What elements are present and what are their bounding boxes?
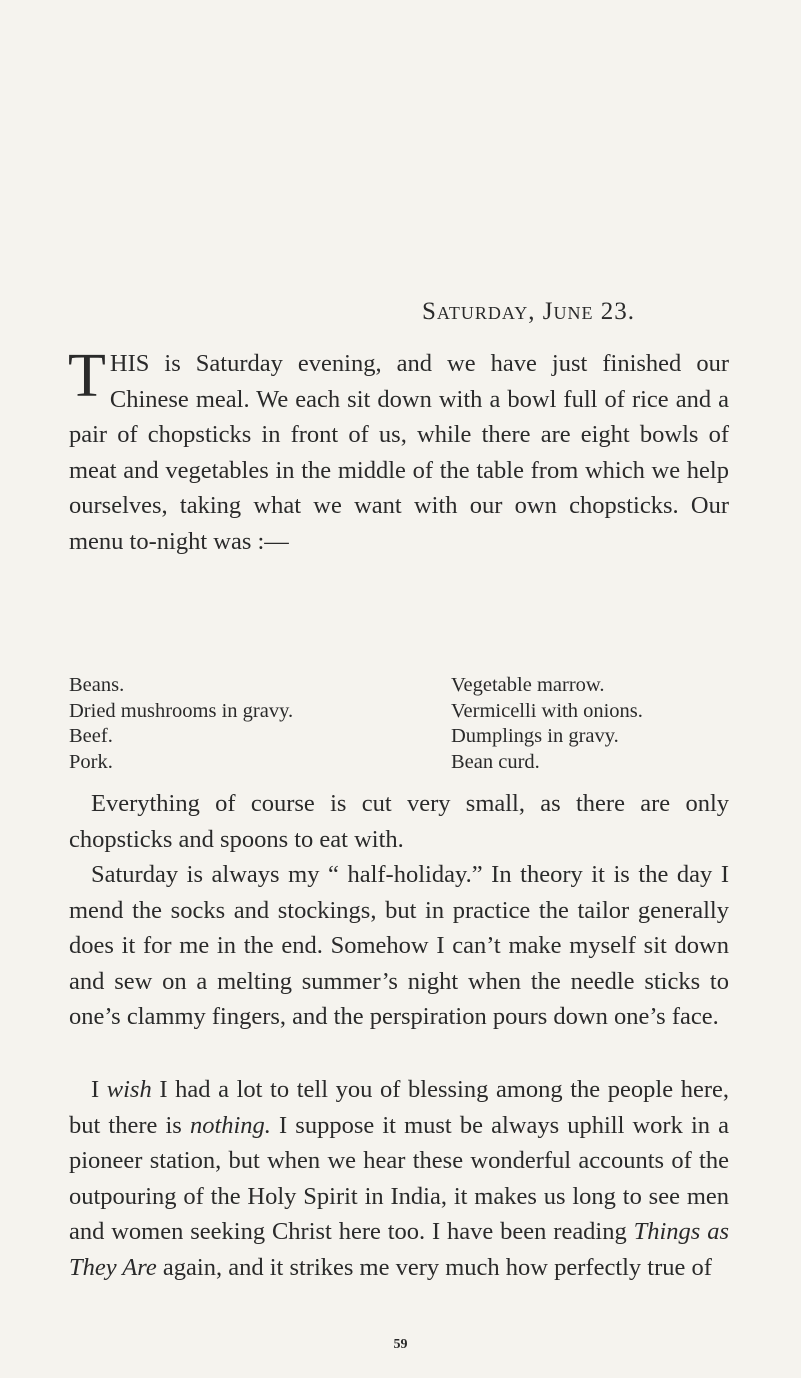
paragraph-opening-text: HIS is Saturday evening, and we have just finished our Chinese meal. We each sit down with a bowl full of rice and a pair of chopsticks in front of us, while there are eight bowls of meat and vegetables in the middle of the table from which we help ourselves, taking what we want with our own chopsticks. Our menu to-night was :— — [69, 350, 729, 555]
menu-item: Pork. — [69, 750, 113, 773]
menu-item: Beef. — [69, 725, 113, 747]
paragraph-blessing-text-1: I — [91, 1076, 107, 1103]
paragraph-everything — [69, 786, 729, 857]
paragraph-blessing-text-3: I suppose it must be always uphill work in a pioneer station, but when we hear these wonderful accounts of the outpouring of the Holy Spirit in India, it makes us long to see men and women seeking Christ here too. I have been reading — [69, 1111, 729, 1246]
heading-day: Saturday, — [422, 298, 543, 325]
paragraph-saturday — [69, 857, 729, 1035]
emphasis-wish: wish — [106, 1076, 152, 1103]
paragraph-opening — [68, 342, 729, 560]
menu-column-right — [451, 673, 643, 775]
menu-item: Vermicelli with onions. — [451, 699, 643, 722]
menu-item: Vegetable marrow. — [451, 674, 605, 696]
paragraph-blessing — [69, 1072, 729, 1286]
paragraph-blessing-text-2: I had a lot to tell you of blessing among the people here, but there is — [69, 1076, 729, 1139]
menu-item: Dumplings in gravy. — [451, 725, 619, 747]
book-title-emphasis: Things as They Are — [69, 1218, 729, 1281]
paragraph-saturday-text: Saturday is always my “ half-holiday.” In theory it is the day I mend the socks and stockings, but in practice the tailor generally does it for me in the end. Somehow I can’t make myself sit down and sew on a melting summer’s night when the needle sticks to one’s clammy fingers, and the perspiration pours down one’s face. — [69, 861, 729, 1031]
paragraph-everything-text: Everything of course is cut very small, as there are only chopsticks and spoons to eat with. — [69, 790, 729, 853]
page-number: 59 — [393, 1337, 408, 1352]
menu-item: Dried mushrooms in gravy. — [69, 699, 294, 722]
menu-item: Bean curd. — [451, 750, 540, 773]
menu-item: Beans. — [69, 674, 125, 696]
menu-column-left — [69, 673, 293, 775]
paragraph-blessing-text-4: again, and it strikes me very much how perfectly true of — [156, 1253, 712, 1281]
page-heading — [422, 298, 635, 326]
emphasis-nothing: nothing. — [189, 1111, 271, 1139]
drop-cap: T — [68, 342, 106, 410]
heading-date: June 23. — [542, 298, 635, 325]
